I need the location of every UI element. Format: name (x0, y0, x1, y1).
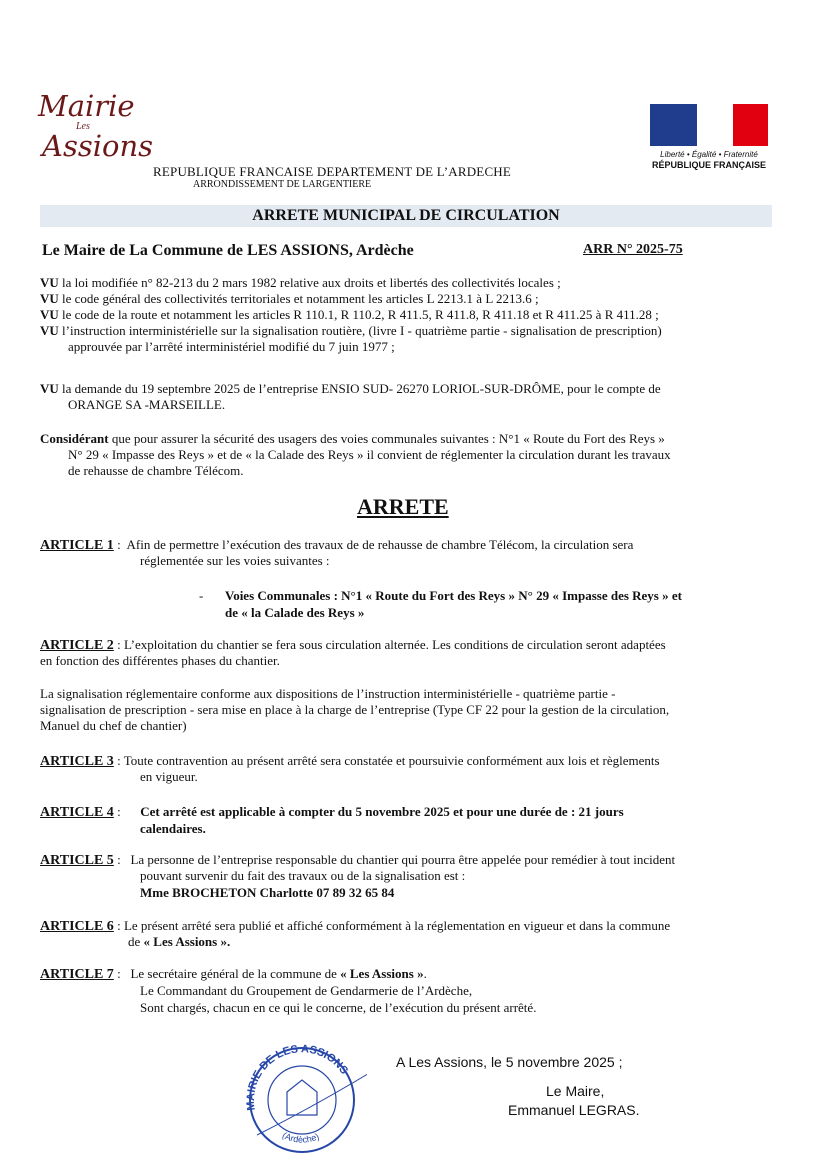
article-3-line2: en vigueur. (140, 769, 198, 784)
article-1-line2: réglementée sur les voies suivantes : (140, 553, 330, 568)
considerant-line2: N° 29 « Impasse des Reys » et de « la Calade des Reys » il convient de réglementer la circulation durant les travaux (68, 447, 671, 462)
signature-role: Le Maire, (546, 1083, 605, 1099)
svg-text:(Ardèche) (281, 1130, 321, 1145)
vu-line: VU la loi modifiée n° 82-213 du 2 mars 1982 relative aux droits et libertés des collectivités locales ; (40, 275, 561, 290)
voies-line2: de « la Calade des Reys » (225, 605, 365, 620)
logo-mairie-text: Mairie (38, 89, 135, 123)
article-2: ARTICLE 2 : L’exploitation du chantier se fera sous circulation alternée. Les conditions de circulation seront adaptées (40, 637, 666, 653)
article-5: ARTICLE 5 : La personne de l’entreprise responsable du chantier qui pourra être appelée pour remédier à tout incident (40, 852, 676, 868)
motto: Liberté • Égalité • Fraternité (660, 150, 758, 159)
signature-name: Emmanuel LEGRAS. (508, 1102, 640, 1118)
vu-demande: VU la demande du 19 septembre 2025 de l’entreprise ENSIO SUD- 26270 LORIOL-SUR-DRÔME, pour le compte de (40, 381, 661, 396)
article-3: ARTICLE 3 : Toute contravention au présent arrêté sera constatée et poursuivie conformément aux lois et règlements (40, 753, 660, 769)
logo-assions-text: Assions (42, 129, 154, 163)
vu-demande-line2: ORANGE SA -MARSEILLE. (68, 397, 226, 412)
stamp-ring-text: MAIRIE DE LES ASSIONS (244, 1043, 351, 1112)
article-6-line2: de « Les Assions ». (128, 934, 231, 949)
vu-line: approuvée par l’arrêté interministériel modifié du 7 juin 1977 ; (68, 339, 395, 354)
article-1: ARTICLE 1 : Afin de permettre l’exécution des travaux de de rehausse de chambre Télécom, la circulation sera (40, 537, 634, 553)
article-7: ARTICLE 7 : Le secrétaire général de la commune de « Les Assions ». (40, 966, 427, 982)
vu-line: VU le code général des collectivités territoriales et notamment les articles L 2213.1 à L 2213.6 ; (40, 291, 539, 306)
contact-person: Mme BROCHETON Charlotte 07 89 32 65 84 (140, 885, 395, 900)
article-2-para2: signalisation de prescription - sera mise en place à la charge de l’entreprise (Type CF 22 pour la gestion de la circulation, (40, 702, 670, 717)
vu-line: VU l’instruction interministérielle sur la signalisation routière, (livre I - quatrième partie - signalisation de prescription) (40, 323, 662, 338)
marianne-logo (650, 104, 768, 170)
vu-line: VU le code de la route et notamment les articles R 110.1, R 110.2, R 411.5, R 411.8, R 411.18 et R 411.25 à R 411.28 ; (40, 307, 659, 322)
arrete-number: ARR N° 2025-75 (583, 242, 683, 257)
page-title: ARRETE MUNICIPAL DE CIRCULATION (252, 207, 560, 224)
header-arrondissement: ARRONDISSEMENT DE LARGENTIERE (193, 179, 372, 190)
article-2-para1: La signalisation réglementaire conforme aux dispositions de l’instruction interministérielle - quatrième partie - (40, 686, 616, 701)
considerant-line3: de rehausse de chambre Télécom. (68, 463, 244, 478)
stamp-bottom-text: (Ardèche) (280, 1130, 321, 1145)
header-republique: REPUBLIQUE FRANCAISE DEPARTEMENT DE L’ARDECHE (153, 164, 512, 179)
article-5-line2: pouvant survenir du fait des travaux ou de la signalisation est : (140, 868, 466, 883)
mairie-logo (38, 89, 154, 177)
mairie-stamp (237, 1040, 367, 1155)
french-flag-icon (650, 104, 768, 146)
article-2-line2: en fonction des différentes phases du chantier. (40, 653, 280, 668)
article-6: ARTICLE 6 : Le présent arrêté sera publié et affiché conformément à la réglementation en vigueur et dans la commune (40, 918, 671, 934)
article-2-para3: Manuel du chef de chantier) (40, 718, 187, 733)
svg-text:MAIRIE DE LES ASSIONS (245, 1043, 350, 1111)
article-7-line3: Sont chargés, chacun en ce qui le concerne, de l’exécution du présent arrêté. (140, 1000, 537, 1015)
maire-line: Le Maire de La Commune de LES ASSIONS, Ardèche (42, 242, 414, 259)
voies-line1: Voies Communales : N°1 « Route du Fort des Reys » N° 29 « Impasse des Reys » et (225, 588, 682, 603)
article-7-line2: Le Commandant du Groupement de Gendarmerie de l’Ardèche, (140, 983, 473, 998)
article-4-line2: calendaires. (140, 821, 206, 836)
republique-francaise: RÉPUBLIQUE FRANÇAISE (651, 160, 766, 170)
considerant: Considérant que pour assurer la sécurité des usagers des voies communales suivantes : N°1 « Route du Fort des Reys » (40, 431, 665, 446)
article-4: ARTICLE 4 : Cet arrêté est applicable à compter du 5 novembre 2025 et pour une durée de : 21 jours (40, 804, 624, 820)
arrete-heading: ARRETE (357, 494, 449, 519)
place-date: A Les Assions, le 5 novembre 2025 ; (396, 1054, 623, 1070)
bullet-dash: - (199, 588, 204, 603)
logo-les-text: Les (76, 121, 90, 132)
